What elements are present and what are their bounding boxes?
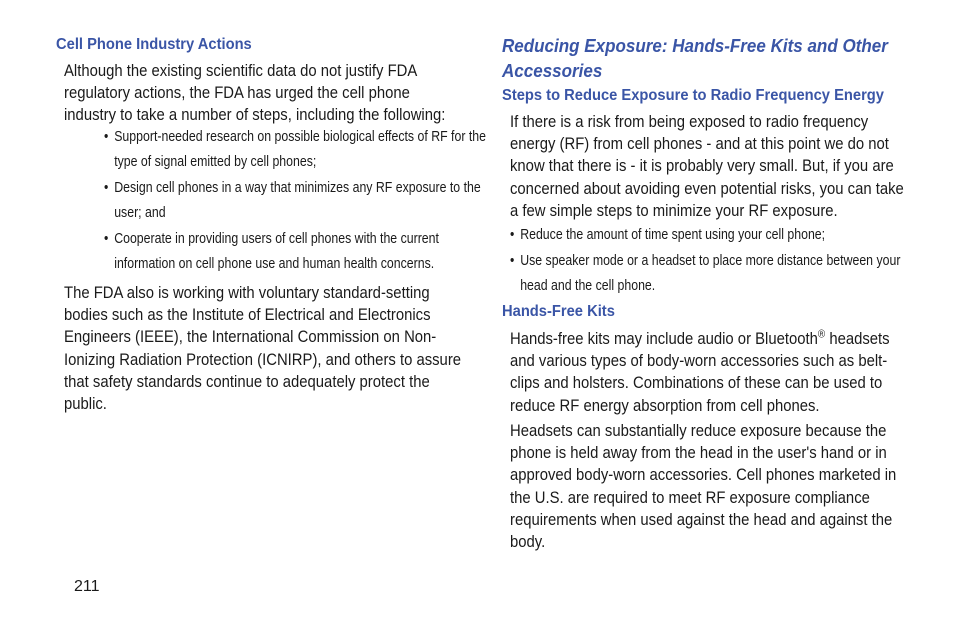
- list-item: • Use speaker mode or a headset to place more distance between your head and the cell phone.: [510, 249, 903, 298]
- section-title: Reducing Exposure: Hands-Free Kits and Other Accessories: [502, 35, 888, 81]
- steps-paragraph: If there is a risk from being exposed to radio frequency energy (RF) from cell phones - and at this point we do not know that there is - it is probably very small. But, if you are concerned about avoiding even potential risks, you can take a few simple steps to minimize your RF exposure.: [510, 113, 904, 220]
- registered-mark: ®: [817, 328, 826, 341]
- bullet-dot: •: [104, 180, 109, 196]
- page-number: 211: [74, 578, 100, 595]
- bullet-dot: •: [510, 227, 515, 243]
- intro-paragraph: Although the existing scientific data do not justify FDA regulatory actions, the FDA has urged the cell phone industry to take a number of steps, including the following:: [64, 62, 446, 125]
- list-item: • Reduce the amount of time spent using your cell phone;: [510, 223, 903, 248]
- bullet-dot: •: [510, 253, 515, 269]
- closing-paragraph: The FDA also is working with voluntary standard-setting bodies such as the Institute of Electrical and Electronics Engineers (IEEE), the International Commission on Non-Ionizing Radiation Protection (ICNIRP), and others to assure that safety standards continue to adequately protect the public.: [64, 284, 462, 414]
- bullet-dot: •: [104, 129, 109, 145]
- list-item: • Support-needed research on possible biological effects of RF for the type of signal emitted by cell phones;: [104, 125, 497, 174]
- heading-industry-actions: Cell Phone Industry Actions: [56, 36, 252, 53]
- bullet-dot: •: [104, 231, 109, 247]
- heading-steps: Steps to Reduce Exposure to Radio Frequency Energy: [502, 87, 884, 104]
- hands-free-paragraph-2: Headsets can substantially reduce exposure because the phone is held away from the head in the user's hand or in approved body-worn accessories. Cell phones marketed in the U.S. are required to meet RF exposure compliance requirements when used against the head and against the body.: [510, 422, 897, 552]
- list-item: • Design cell phones in a way that minimizes any RF exposure to the user; and: [104, 176, 497, 225]
- heading-hands-free: Hands-Free Kits: [502, 303, 615, 320]
- list-item: • Cooperate in providing users of cell phones with the current information on cell phone use and human health concerns.: [104, 227, 497, 276]
- hands-free-paragraph-1: Hands-free kits may include audio or Bluetooth® headsets and various types of body-worn accessories such as belt-clips and holsters. Combinations of these can be used to reduce RF energy absorption from cell phones.: [510, 328, 890, 415]
